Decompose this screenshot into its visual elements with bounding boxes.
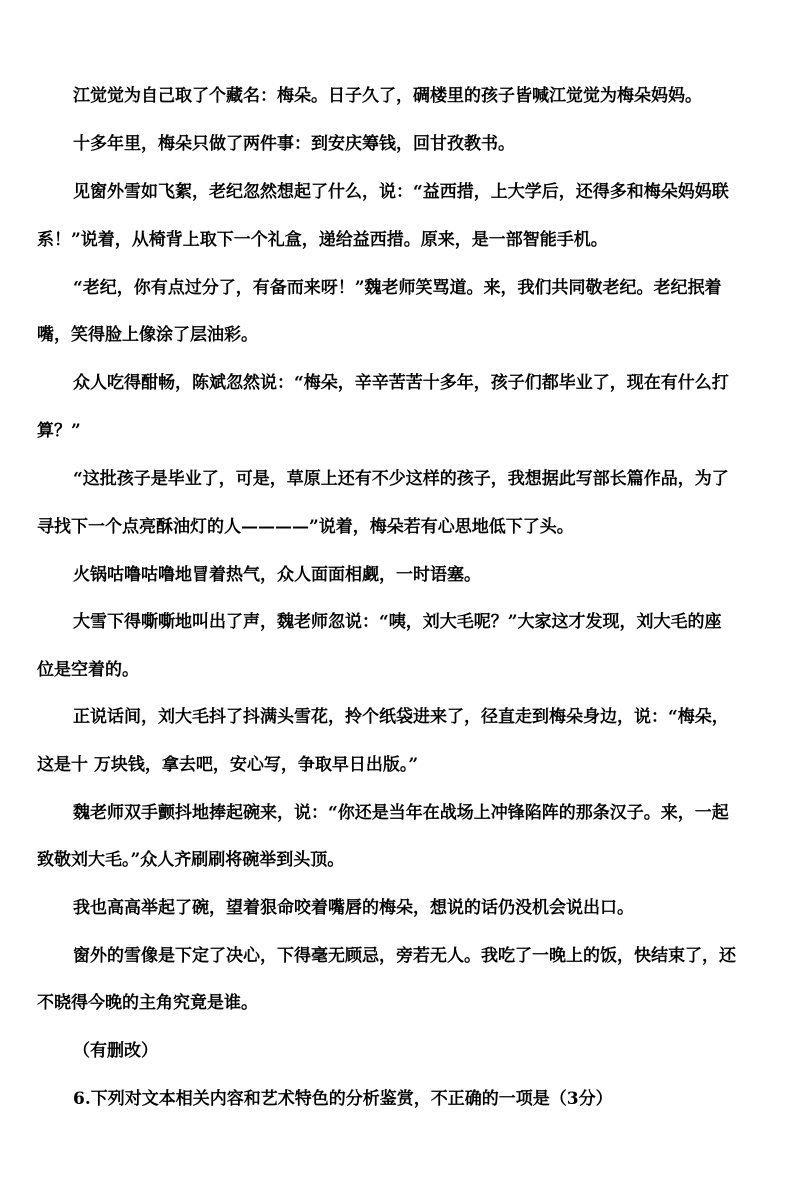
text-line: 窗外的雪像是下定了决心，下得毫无顾忌，旁若无人。我吃了一晚上的饭，快结束了，还: [73, 946, 736, 966]
text-line: 系！”说着，从椅背上取下一个礼盒，递给益西措。原来，是一部智能手机。: [37, 230, 608, 250]
text-line: 不晓得今晚的主角究竟是谁。: [37, 993, 258, 1013]
text-line: 嘴，笑得脸上像涂了层油彩。: [37, 325, 258, 345]
text-line: 见窗外雪如飞絮，老纪忽然想起了什么，说：“益西措，上大学后，还得多和梅朵妈妈联: [73, 182, 729, 202]
text-line: “老纪，你有点过分了，有备而来呀！”魏老师笑骂道。来，我们共同敬老纪。老纪抿着: [73, 278, 722, 298]
text-line: 众人吃得酣畅，陈斌忽然说：“梅朵，辛辛苦苦十多年，孩子们都毕业了，现在有什么打: [73, 373, 729, 393]
text-line: 我也高高举起了碗，望着狠命咬着嘴唇的梅朵，想说的话仍没机会说出口。: [73, 898, 634, 918]
text-line: 江觉觉为自己取了个藏名：梅朵。日子久了，碉楼里的孩子皆喊江觉觉为梅朵妈妈。: [73, 86, 702, 106]
text-line: 寻找下一个点亮酥油灯的人————”说着，梅朵若有心思地低下了头。: [37, 517, 574, 537]
text-line: 正说话间，刘大毛抖了抖满头雪花，拎个纸袋进来了，径直走到梅朵身边，说：“梅朵，: [73, 707, 729, 727]
text-line: 十多年里，梅朵只做了两件事：到安庆筹钱，回甘孜教书。: [73, 134, 515, 154]
text-line: “这批孩子是毕业了，可是，草原上还有不少这样的孩子，我想据此写部长篇作品，为了: [73, 469, 729, 489]
text-line: 位是空着的。: [37, 660, 139, 680]
text-line: 大雪下得嘶嘶地叫出了声，魏老师忽说：“咦，刘大毛呢？”大家这才发现，刘大毛的座: [73, 612, 722, 632]
text-line: 这是十 万块钱，拿去吧，安心写，争取早日出版。”: [37, 755, 419, 775]
source-note: （有删改）: [73, 1041, 158, 1061]
text-line: 致敬刘大毛。”众人齐刷刷将碗举到头顶。: [37, 850, 345, 870]
text-line: 魏老师双手颤抖地捧起碗来，说：“你还是当年在战场上冲锋陷阵的那条汉子。来，一起: [73, 803, 729, 823]
text-line: 算？”: [37, 421, 81, 441]
text-line: 火锅咕噜咕噜地冒着热气，众人面面相觑，一时语塞。: [73, 565, 481, 585]
question-6: 6.下列对文本相关内容和艺术特色的分析鉴赏，不正确的一项是（3分）: [73, 1089, 613, 1109]
